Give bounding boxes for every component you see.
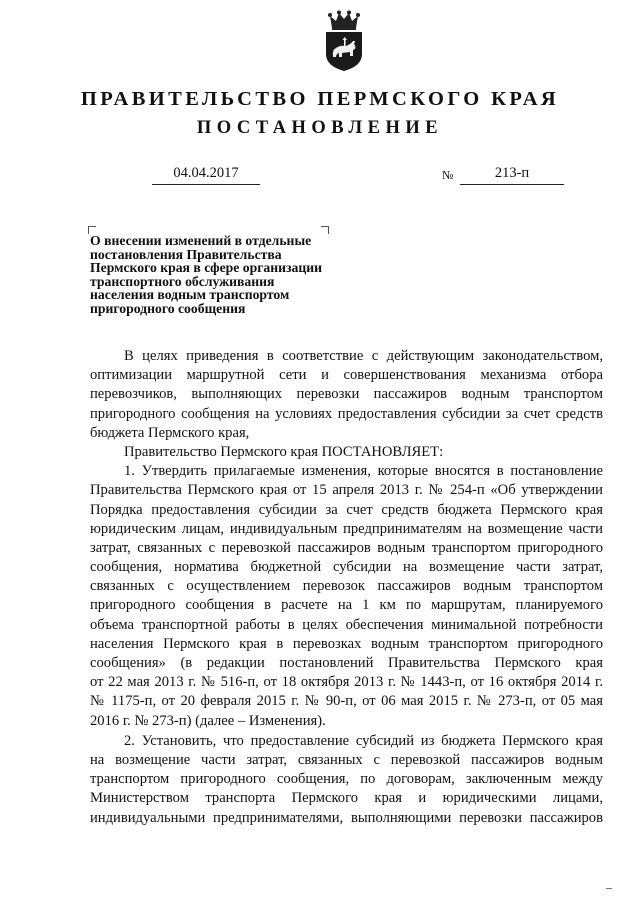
body-line: 1. Утвердить прилагаемые изменения, которые вносятся в постановление — [124, 463, 603, 480]
body-line: населения Пермского края в перевозках водным транспортом пригородного — [90, 635, 603, 652]
body-line: затрат, связанных с перевозкой пассажиров водным транспортом пригородного — [90, 539, 603, 556]
body-line: связанных с осуществлением перевозок пассажиров водным транспортом — [90, 578, 603, 595]
body-line: сообщения» (в редакции постановлений Правительства Пермского края — [90, 655, 603, 671]
body-line: юридическим лицам, индивидуальным предпринимателям на возмещение части — [90, 520, 603, 537]
body-line: В целях приведения в соответствие с действующим законодательством, — [124, 348, 603, 364]
body-line: Правительства Пермского края от 15 апреля 2013 г. № 254-п «Об утверждении — [90, 482, 603, 499]
body-line: от 22 мая 2013 г. № 516-п, от 18 октября 2013 г. № 1443-п, от 16 октября 2014 г. — [90, 674, 603, 691]
scan-artifact — [606, 888, 612, 889]
number-sign: № — [442, 168, 454, 182]
body-line: перевозчиков, выполняющих перевозки пассажиров водным транспортом — [90, 386, 603, 403]
body-line: 2016 г. № 273-п) (далее – Изменения). — [90, 712, 326, 729]
body-line: Министерством транспорта Пермского края и юридическими лицами, — [90, 790, 603, 807]
subject-line: транспортного обслуживания — [90, 273, 275, 289]
body-line: транспортом пригородного сообщения, по договорам, заключенным между — [90, 771, 603, 788]
body-line: бюджета Пермского края, — [90, 424, 250, 441]
subject-line: постановления Правительства — [90, 246, 282, 262]
subject-line: населения водным транспортом — [90, 287, 290, 303]
body-line: на возмещение части затрат, связанных с перевозкой пассажиров водным — [90, 751, 603, 768]
document-date: 04.04.2017 — [152, 164, 260, 185]
document-number: 213-п — [460, 164, 564, 185]
body-line: оптимизации маршрутной сети и совершенствования механизма отбора — [90, 367, 603, 384]
subject-line: Пермского края в сфере организации — [90, 260, 323, 276]
document-type-title: ПОСТАНОВЛЕНИЕ — [196, 118, 444, 138]
document-subject — [90, 234, 360, 316]
body-line: сообщения, норматива бюджетной субсидии на возмещение части затрат, — [90, 559, 603, 576]
body-line: индивидуальными предпринимателями, выполняющими перевозки пассажиров — [90, 809, 603, 826]
body-line: № 1175-п, от 20 февраля 2015 г. № 90-п, от 06 мая 2015 г. № 273-п, от 05 мая — [90, 693, 603, 710]
coat-of-arms-icon — [322, 10, 366, 72]
body-line: Порядка предоставления субсидии за счет средств бюджета Пермского края — [90, 501, 603, 518]
body-line: объема транспортной работы в целях обеспечения минимальной потребности — [90, 616, 603, 633]
body-line: 2. Установить, что предоставление субсидий из бюджета Пермского края — [124, 732, 603, 749]
subject-corner-mark-right — [321, 226, 329, 234]
government-title: ПРАВИТЕЛЬСТВО ПЕРМСКОГО КРАЯ — [80, 88, 560, 110]
document-body — [90, 347, 603, 828]
body-line: пригородного сообщения на условиях предоставления субсидии за счет средств — [90, 405, 603, 422]
body-line: пригородного сообщения в расчете на 1 км по маршрутам, планируемого — [90, 597, 603, 614]
subject-line: пригородного сообщения — [90, 300, 246, 316]
subject-line: О внесении изменений в отдельные — [90, 233, 312, 248]
body-line: Правительство Пермского края ПОСТАНОВЛЯЕТ: — [124, 443, 444, 460]
